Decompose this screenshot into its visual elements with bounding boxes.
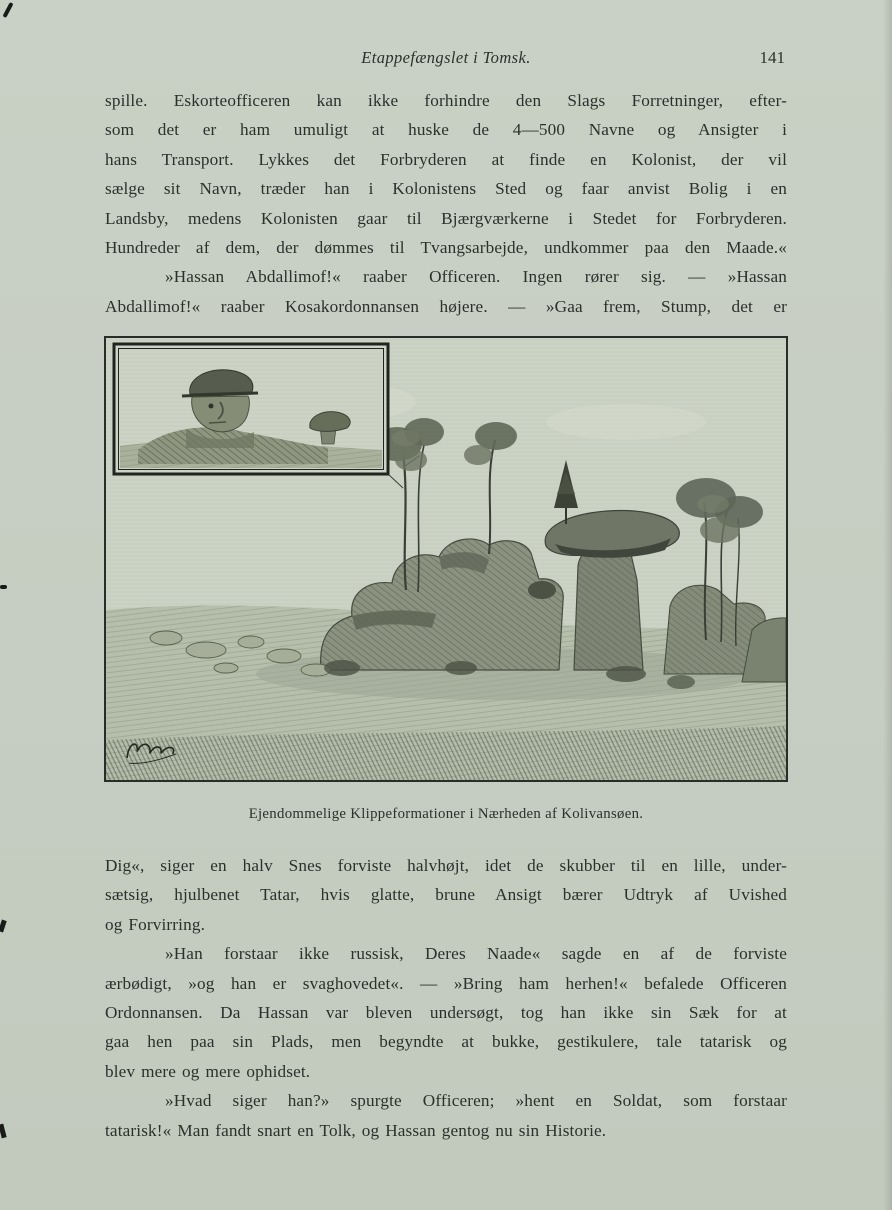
text-line: »Han forstaar ikke russisk, Deres Naade« sagde en af de forviste (165, 944, 787, 964)
text-line: »Hassan Abdallimof!« raaber Officeren. Ingen rører sig. — »Hassan (165, 267, 787, 287)
text-line: »Hvad siger han?» spurgte Officeren; »hent en Soldat, som forstaar (165, 1091, 787, 1111)
text-line: ærbødigt, »og han er svaghovedet«. — »Bring ham herhen!« befalede Officeren (105, 973, 787, 993)
text-block-upper (105, 86, 787, 321)
page-header (105, 48, 787, 72)
scan-artifact (2, 2, 13, 18)
scan-artifact (0, 1124, 7, 1139)
text-line: som det er ham umuligt at huske de 4—500 Navne og Ansigter i (105, 120, 787, 140)
text-line: spille. Eskorteofficeren kan ikke forhindre den Slags Forretninger, efter- (105, 91, 787, 110)
text-line: tatarisk!« Man fandt snart en Tolk, og Hassan gentog nu sin Historie. (105, 1120, 607, 1140)
text-line: Landsby, medens Kolonisten gaar til Bjærgværkerne i Stedet for Forbryderen. (105, 208, 787, 228)
text-line: Abdallimof!« raaber Kosakordonnansen højere. — »Gaa frem, Stump, det er (105, 296, 787, 316)
text-line: hans Transport. Lykkes det Forbryderen at finde en Kolonist, der vil (105, 149, 787, 169)
text-line: blev mere og mere ophidset. (105, 1061, 311, 1081)
page-edge-shadow (883, 0, 892, 1210)
scan-artifact (0, 920, 7, 933)
scan-artifact (0, 585, 7, 589)
text-line: og Forvirring. (105, 914, 206, 934)
rock-formation-engraving (106, 338, 786, 780)
figure-caption: Ejendommelige Klippeformationer i Nærheden af Kolivansøen. (248, 806, 644, 822)
text-line: sætsig, hjulbenet Tatar, hvis glatte, brune Ansigt bærer Udtryk af Uvished (105, 885, 787, 905)
text-line: Dig«, siger en halv Snes forviste halvhøjt, idet de skubber til en lille, under- (105, 856, 787, 875)
running-title: Etappefængslet i Tomsk. (361, 48, 531, 67)
text-line: Ordonnansen. Da Hassan var bleven undersøgt, tog han ikke sin Sæk for at (105, 1002, 787, 1022)
text-block-lower (105, 851, 787, 1145)
text-line: Hundreder af dem, der dømmes til Tvangsarbejde, undkommer paa den Maade.« (105, 237, 787, 257)
inset-picture (114, 344, 388, 474)
page-number: 141 (759, 48, 785, 67)
text-line: sælge sit Navn, træder han i Kolonistens Sted og faar anvist Bolig i en (105, 179, 787, 199)
text-line: gaa hen paa sin Plads, men begyndte at bukke, gestikulere, tale tatarisk og (105, 1032, 787, 1052)
illustration (104, 336, 788, 782)
